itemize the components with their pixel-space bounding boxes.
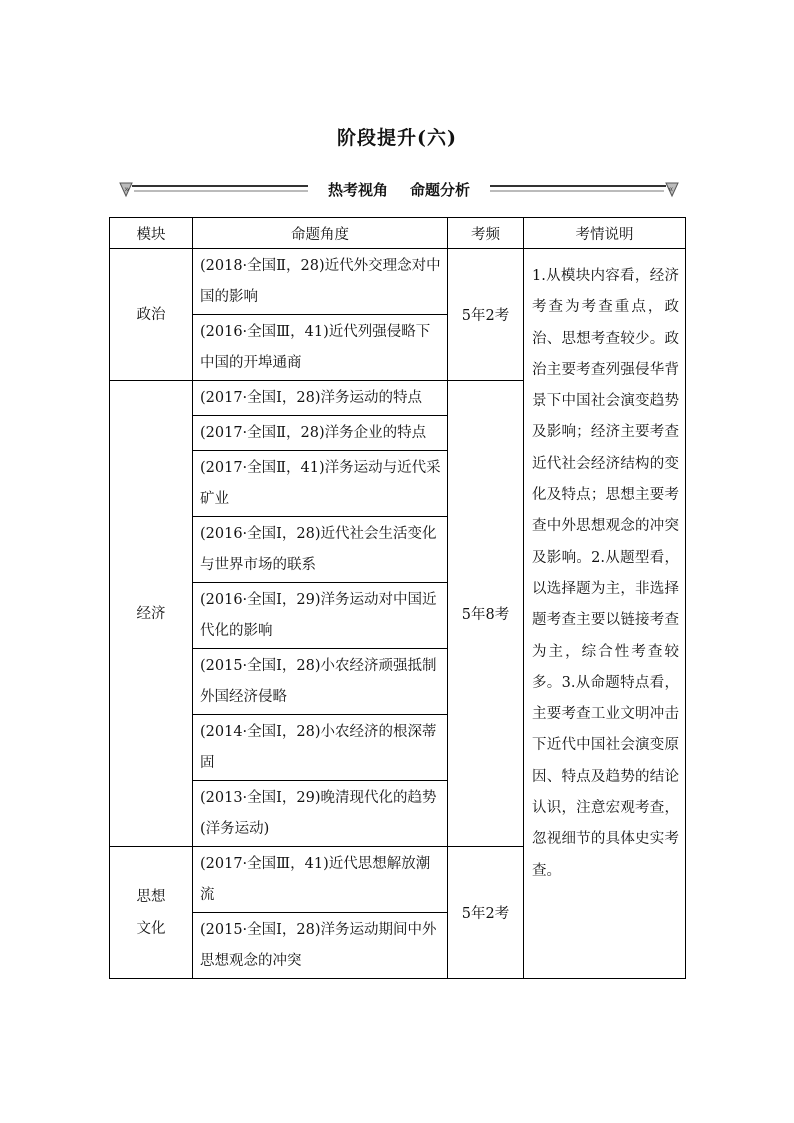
notes-cell: 1.从模块内容看，经济考查为考查重点，政治、思想考查较少。政治主要考查列强侵华背景下中国社会演变趋势及影响；经济主要考查近代社会经济结构的变化及特点；思想主要考查中外思想观念的冲突及影响。2.从题型看，以选择题为主，非选择题考查主要以链接考查为主，综合性考查较多。3.从命题特点看，主要考查工业文明冲击下近代中国社会演变原因、特点及趋势的结论认识，注意宏观考查，忽视细节的具体史实考查。 bbox=[524, 249, 686, 979]
section-banner bbox=[118, 177, 680, 203]
topic-cell: (2013·全国Ⅰ，29)晚清现代化的趋势(洋务运动) bbox=[193, 781, 448, 847]
topic-cell: (2016·全国Ⅰ，29)洋务运动对中国近代化的影响 bbox=[193, 583, 448, 649]
header-frequency: 考频 bbox=[448, 218, 524, 249]
topic-cell: (2017·全国Ⅲ，41)近代思想解放潮流 bbox=[193, 847, 448, 913]
header-notes: 考情说明 bbox=[524, 218, 686, 249]
header-module: 模块 bbox=[110, 218, 193, 249]
svg-text:«: « bbox=[668, 185, 674, 195]
module-cell: 政治 bbox=[110, 249, 193, 381]
frequency-cell: 5年2考 bbox=[448, 847, 524, 979]
frequency-cell: 5年8考 bbox=[448, 381, 524, 847]
topic-cell: (2015·全国Ⅰ，28)小农经济顽强抵制外国经济侵略 bbox=[193, 649, 448, 715]
topic-cell: (2018·全国Ⅱ，28)近代外交理念对中国的影响 bbox=[193, 249, 448, 315]
topic-cell: (2017·全国Ⅱ，28)洋务企业的特点 bbox=[193, 416, 448, 451]
topic-cell: (2017·全国Ⅰ，28)洋务运动的特点 bbox=[193, 381, 448, 416]
svg-text:»: » bbox=[124, 185, 130, 195]
topic-cell: (2016·全国Ⅲ，41)近代列强侵略下中国的开埠通商 bbox=[193, 315, 448, 381]
page-title: 阶段提升(六) bbox=[337, 127, 457, 149]
topic-table bbox=[109, 217, 686, 979]
banner-label-1: 热考视角 bbox=[327, 181, 388, 199]
topic-cell: (2015·全国Ⅰ，28)洋务运动期间中外思想观念的冲突 bbox=[193, 913, 448, 979]
topic-cell: (2014·全国Ⅰ，28)小农经济的根深蒂固 bbox=[193, 715, 448, 781]
topic-cell: (2016·全国Ⅰ，28)近代社会生活变化与世界市场的联系 bbox=[193, 517, 448, 583]
module-cell: 经济 bbox=[110, 381, 193, 847]
header-topic: 命题角度 bbox=[193, 218, 448, 249]
table-row bbox=[110, 249, 686, 315]
header-row bbox=[110, 218, 686, 249]
module-cell: 思想文化 bbox=[110, 847, 193, 979]
topic-cell: (2017·全国Ⅱ，41)洋务运动与近代采矿业 bbox=[193, 451, 448, 517]
frequency-cell: 5年2考 bbox=[448, 249, 524, 381]
banner-label-2: 命题分析 bbox=[410, 181, 471, 199]
